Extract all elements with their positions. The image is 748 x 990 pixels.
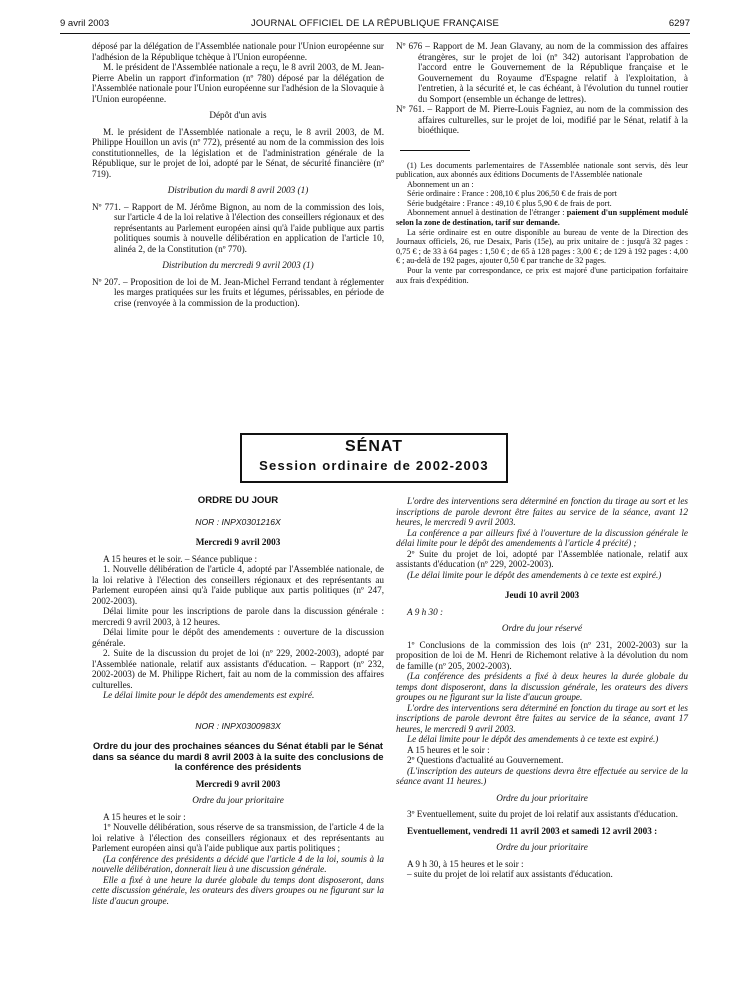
paragraph: A 15 heures et le soir : [103,811,186,822]
document-entry: Nº 761. – Rapport de M. Pierre-Louis Fagniez, au nom de la commission des affaires culturelles, sur le projet de loi, modifié par le Sénat, relatif à la bioéthique. [396,104,688,135]
ordre-du-jour-heading: Ordre du jour des prochaines séances du Sénat établi par le Sénat dans sa séance du mardi 8 avril 2003 à la suite des conclusions de la conférence des présidents [92,741,384,772]
paragraph: 3º Eventuellement, suite du projet de loi relatif aux assistants d'éducation. [407,809,678,819]
paragraph: A 15 heures et le soir. – Séance publique : [103,553,258,564]
paragraph: A 9 h 30, à 15 heures et le soir : [407,858,524,869]
section-heading: Ordre du jour prioritaire [496,842,588,852]
footnote-text: Série ordinaire : France : 208,10 € plus 206,50 € de frais de port [407,189,617,199]
senat-session: Session ordinaire de 2002-2003 [259,458,489,473]
paragraph: Elle a fixé à une heure la durée globale du temps dont disposeront, dans cette discussion générale, les orateurs des divers groupes ou ne figurant sur la liste d'aucun groupe. [92,874,384,906]
paragraph: (Le délai limite pour le dépôt des amendements à ce texte est expiré.) [407,569,662,580]
header-page-number: 6297 [668,18,690,29]
paragraph: Le délai limite pour le dépôt des amendements est expiré. [103,690,315,700]
footnote-text: Abonnement annuel à destination de l'étranger : [407,208,567,218]
ordre-du-jour-title: ORDRE DU JOUR [197,495,279,506]
paragraph: – suite du projet de loi relatif aux assistants d'éducation. [407,869,613,879]
paragraph: (La conférence des présidents a décidé que l'article 4 de la loi, soumis à la nouvelle délibération, donnerait lieu à une discussion générale. [92,853,384,874]
header-rule [60,33,690,34]
paragraph: 2. Suite de la discussion du projet de loi (nº 229, 2002-2003), adopté par l'Assemblée nationale, relatif aux assistants d'éducation. – Rapport (nº 232, 2002-2003) de M. Philippe Richert, fait au nom de la commission des affaires culturelles. [92,648,384,690]
paragraph: 1. Nouvelle délibération de l'article 4, adopté par l'Assemblée nationale, de la loi relative à l'élection des conseillers régionaux et des représentants au Parlement européen ainsi qu'à l'aide publique aux partis politiques (nº 247, 2002-2003). [92,564,384,606]
paragraph: 1º Nouvelle délibération, sous réserve de sa transmission, de l'article 4 de la loi relative à l'élection des conseillers régionaux et des représentants au Parlement européen ainsi qu'à l'aide publique aux partis politiques ; [92,822,384,853]
paragraph: Le délai limite pour le dépôt des amendements à ce texte est expiré.) [407,734,659,744]
date-heading: Mercredi 9 avril 2003 [195,537,281,547]
document-entry: Nº 771. – Rapport de M. Jérôme Bignon, au nom de la commission des lois, sur l'article 4 de la loi relative à l'élection des conseillers régionaux et des représentants au Parlement européen ainsi qu'à l'aide publique aux partis politiques soumis à nouvelle délibération en application de l'article 10, alinéa 2, de la Constitution (nº 770). [92,201,384,254]
senat-title: SÉNAT [344,438,404,455]
nor-reference: NOR : INPX0300983X [195,720,281,731]
section-heading: Ordre du jour prioritaire [192,795,284,805]
header-journal-title: JOURNAL OFFICIEL DE LA RÉPUBLIQUE FRANÇAISE [250,18,500,29]
nor-reference: NOR : INPX0301216X [195,516,281,527]
paragraph: déposé par la délégation de l'Assemblée nationale pour l'Union européenne sur l'adhésion de la République tchèque à l'Union européenne. [92,41,384,62]
paragraph: La conférence a par ailleurs fixé à l'ouverture de la discussion générale le délai limite pour le dépôt des amendements à l'article 4 précité) ; [396,527,688,548]
paragraph: (L'inscription des auteurs de questions devra être effectuée au service de la séance avant 11 heures.) [396,765,688,786]
footnote-text [396,208,688,227]
footnote-text: Série budgétaire : France : 49,10 € plus 5,90 € de frais de port. [407,198,612,208]
footnote [396,161,688,286]
paragraph: 1º Conclusions de la commission des lois (nº 231, 2002-2003) sur la proposition de loi de M. Henri de Richemont relative à la dévolution du nom de famille (nº 205, 2002-2003). [396,639,688,671]
footnote-text: (1) Les documents parlementaires de l'Assemblée nationale sont servis, dès leur publication, aux abonnés aux éditions Documents de l'Assemblée nationale [396,160,688,180]
top-left-column [92,41,384,308]
section-heading: Distribution du mercredi 9 avril 2003 (1) [162,260,314,270]
bottom-right-column [396,496,688,880]
section-heading: Dépôt d'un avis [209,110,267,120]
document-entry: Nº 207. – Proposition de loi de M. Jean-Michel Ferrand tendant à réglementer les marges pratiquées sur les fruits et légumes, périssables, en période de crise (renvoyée à la commission de la production). [92,276,384,308]
document-entry: Nº 676 – Rapport de M. Jean Glavany, au nom de la commission des affaires étrangères, sur le projet de loi (nº 342) autorisant l'approbation de l'accord entre le Gouvernement de la République française et le Gouvernement du Royaume d'Espagne relatif à l'exploitation, à l'entretien, à la sécurité et, le cas échéant, à l'évolution du tunnel routier du Somport (ensemble un échange de lettres). [396,41,688,104]
paragraph: Délai limite pour les inscriptions de parole dans la discussion générale : mercredi 9 avril 2003, à 12 heures. [92,606,384,627]
date-heading: Mercredi 9 avril 2003 [195,778,281,789]
paragraph: L'ordre des interventions sera déterminé en fonction du tirage au sort et les inscriptions de parole devront être faites au service de la séance, avant 17 heures, le mercredi 9 avril 2003. [396,702,688,734]
section-heading: Distribution du mardi 8 avril 2003 (1) [167,185,309,195]
date-heading: Jeudi 10 avril 2003 [504,590,580,600]
paragraph: Eventuellement, vendredi 11 avril 2003 et samedi 12 avril 2003 : [407,825,658,836]
footnote-text-bold: paiement d'un supplément modulé selon la zone de destination, tarif sur demande. [396,208,688,228]
footnote-rule [400,150,470,151]
paragraph: 2º Suite du projet de loi, adopté par l'Assemblée nationale, relatif aux assistants d'éducation (nº 229, 2002-2003). [396,548,688,569]
section-heading: Ordre du jour prioritaire [496,792,588,803]
header-date: 9 avril 2003 [60,18,110,29]
paragraph: (La conférence des présidents a fixé à deux heures la durée globale du temps dont disposeront, dans la discussion générale, les orateurs des divers groupes ou ne figurant sur la liste d'aucun groupe. [396,671,688,702]
paragraph: A 15 heures et le soir : [407,744,490,755]
paragraph: L'ordre des interventions sera déterminé en fonction du tirage au sort et les inscriptions de parole devront être faites au service de la séance, avant 12 heures, le mercredi 9 avril 2003. [396,496,688,527]
footnote-text: Abonnement un an : [407,179,474,189]
senat-title-box [240,433,508,483]
page-header [60,18,690,32]
paragraph: A 9 h 30 : [407,606,444,617]
paragraph: M. le président de l'Assemblée nationale a reçu, le 8 avril 2003, de M. Jean-Pierre Abelin un rapport d'information (nº 780) déposé par la délégation de l'Assemblée nationale pour l'Union européenne sur l'adhésion de la Slovaquie à l'Union européenne. [92,62,384,104]
footnote-text: La série ordinaire est en outre disponible au bureau de vente de la Direction des Journaux officiels, 26, rue Desaix, Paris (15e), au prix unitaire de : jusqu'à 32 pages : 0,75 € ; de 33 à 64 pages : 1,50 € ; de 65 à 128 pages : 3,00 € ; de 129 à 192 pages : 4,00 € ; au-delà de 192 pages, ajouter 0,50 € par tranche de 32 pages. [396,227,688,266]
footnote-text: Pour la vente par correspondance, ce prix est majoré d'une participation forfaitaire aux frais d'expédition. [396,266,688,285]
paragraph: 2º Questions d'actualité au Gouvernement. [407,755,564,765]
bottom-left-column [92,496,384,906]
paragraph: M. le président de l'Assemblée nationale a reçu, le 8 avril 2003, de M. Philippe Houillon un avis (nº 772), présenté au nom de la commission des lois constitutionnelles, de la législation et de l'administration générale de la République, sur le projet de loi, adopté par le Sénat, de sécurité financière (nº 719). [92,126,384,179]
paragraph: Délai limite pour le dépôt des amendements : ouverture de la discussion générale. [92,627,384,648]
top-right-column [396,41,688,285]
section-heading: Ordre du jour réservé [501,623,583,633]
